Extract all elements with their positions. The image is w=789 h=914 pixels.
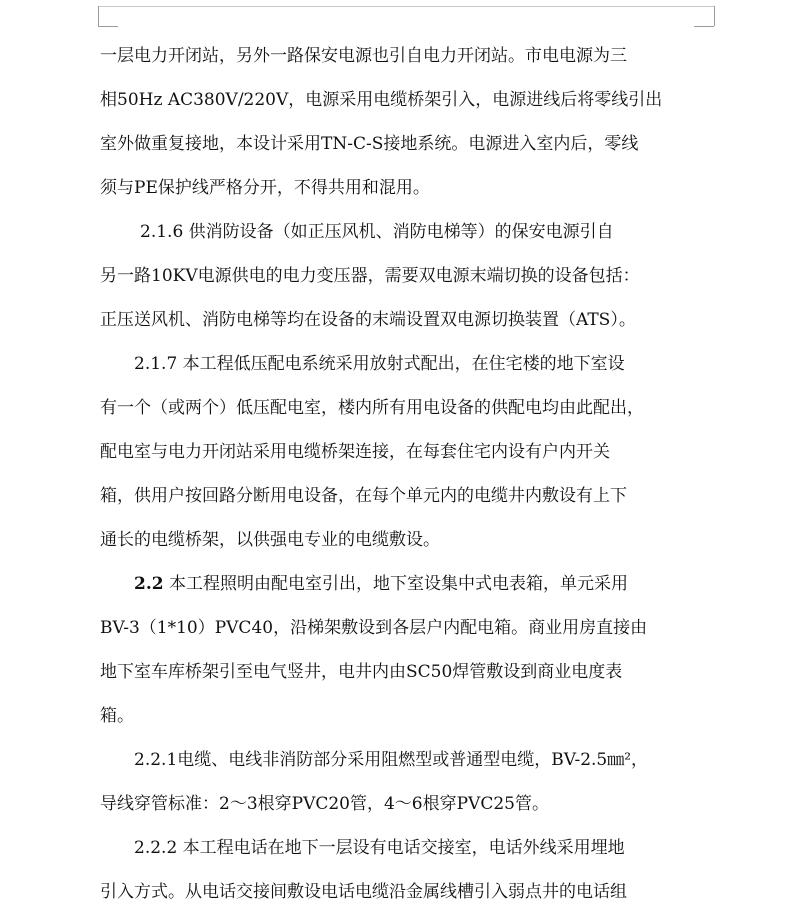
document-body [100, 34, 716, 914]
text-line: 相50Hz AC380V/220V，电源采用电缆桥架引入，电源进线后将零线引出 [100, 90, 663, 110]
text-line: 有一个（或两个）低压配电室，楼内所有用电设备的供配电均由此配出， [100, 398, 644, 418]
text-span: 本工程照明由配电室引出，地下室设集中式电表箱，单元采用 [168, 574, 628, 594]
text-line: 另一路10KV电源供电的电力变压器，需要双电源末端切换的设备包括： [100, 266, 640, 286]
text-line: 2.1.7 本工程低压配电系统采用放射式配出，在住宅楼的地下室设 [134, 354, 625, 374]
margin-corner-mark [98, 26, 118, 27]
text-line: 2.1.6 供消防设备（如正压风机、消防电梯等）的保安电源引自 [140, 222, 614, 242]
text-line: BV-3（1*10）PVC40，沿梯架敷设到各层户内配电箱。商业用房直接由 [100, 618, 648, 638]
header-rule [98, 6, 714, 7]
text-line: 地下室车库桥架引至电气竖井，电井内由SC50焊管敷设到商业电度表 [100, 662, 623, 682]
text-line: 2.2.2 本工程电话在地下一层设有电话交接室，电话外线采用埋地 [134, 838, 625, 858]
section-number: 2.2 [134, 574, 164, 594]
margin-corner-mark [98, 6, 99, 26]
text-line [100, 562, 716, 606]
text-line: 室外做重复接地，本设计采用TN-C-S接地系统。电源进入室内后，零线 [100, 134, 639, 154]
text-line: 引入方式。从电话交接间敷设电话电缆沿金属线槽引入弱点井的电话组 [100, 882, 627, 902]
text-line: 箱。 [100, 706, 134, 726]
text-line: 箱，供用户按回路分断用电设备，在每个单元内的电缆井内敷设有上下 [100, 486, 627, 506]
text-line: 一层电力开闭站，另外一路保安电源也引自电力开闭站。市电电源为三 [100, 46, 627, 66]
text-line: 通长的电缆桥架，以供强电专业的电缆敷设。 [100, 530, 440, 550]
text-line: 导线穿管标准：2～3根穿PVC20管，4～6根穿PVC25管。 [100, 794, 549, 814]
margin-corner-mark [694, 26, 714, 27]
text-line: 须与PE保护线严格分开，不得共用和混用。 [100, 178, 430, 198]
text-line: 2.2.1电缆、电线非消防部分采用阻燃型或普通型电缆，BV-2.5㎜²， [134, 750, 649, 770]
margin-corner-mark [714, 6, 715, 26]
text-line: 配电室与电力开闭站采用电缆桥架连接，在每套住宅内设有户内开关 [100, 442, 610, 462]
text-line: 正压送风机、消防电梯等均在设备的末端设置双电源切换装置（ATS）。 [100, 310, 636, 330]
